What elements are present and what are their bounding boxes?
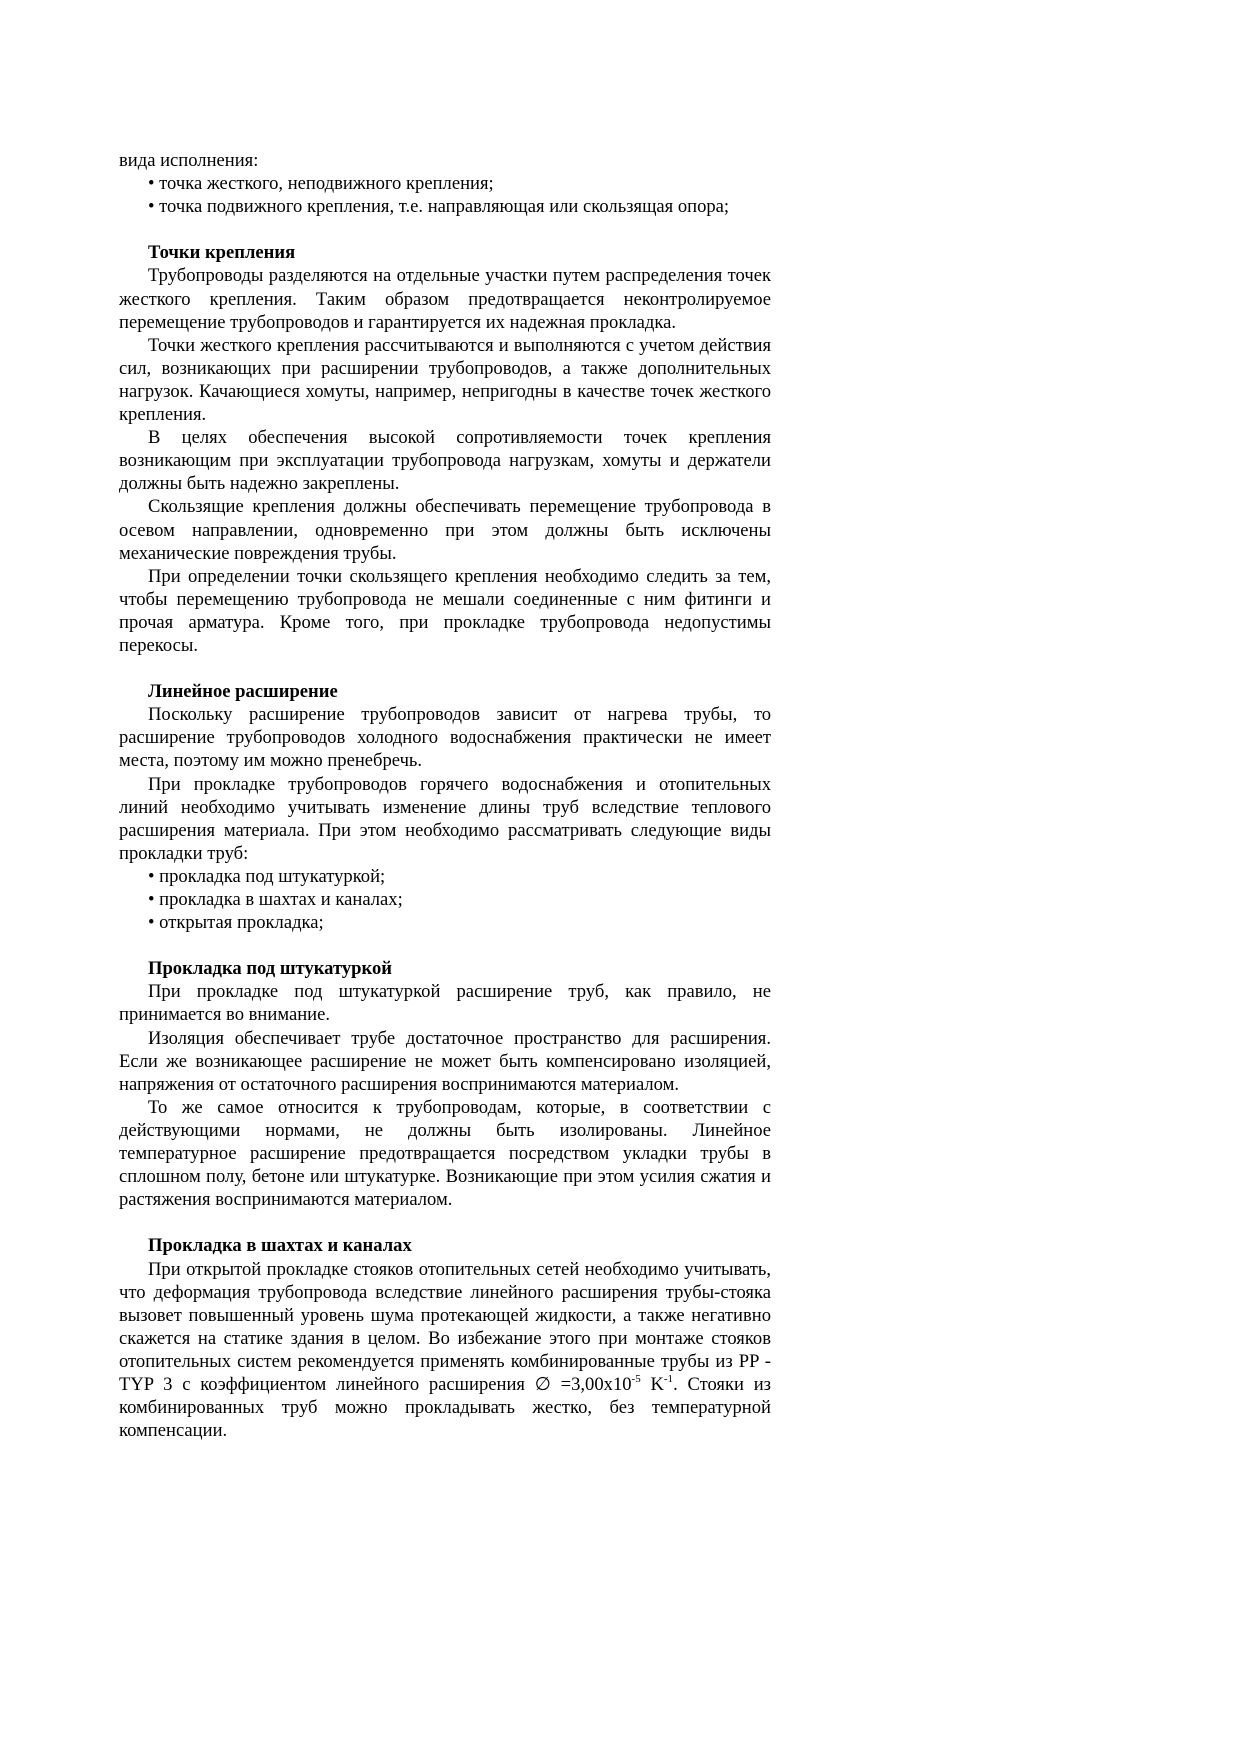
paragraph: При прокладке трубопроводов горячего водоснабжения и отопительных линий необходимо учитывать изменение длины труб вследствие теплового расширения материала. При этом необходимо рассматривать следующие виды прокладки труб: bbox=[119, 773, 771, 864]
document-page bbox=[119, 149, 771, 1442]
exponent: -5 bbox=[631, 1372, 641, 1385]
unit-text: K bbox=[640, 1373, 664, 1395]
paragraph: В целях обеспечения высокой сопротивляемости точек крепления возникающим при эксплуатации трубопровода нагрузкам, хомуты и держатели должны быть надежно закреплены. bbox=[119, 427, 771, 495]
section-heading: Прокладка под штукатуркой bbox=[148, 958, 392, 980]
list-item: • точка жесткого, неподвижного крепления; bbox=[148, 173, 494, 195]
list-item: • прокладка в шахтах и каналах; bbox=[148, 889, 403, 910]
list-item: • открытая прокладка; bbox=[148, 912, 324, 934]
intro-line: вида исполнения: bbox=[119, 150, 259, 171]
section-heading: Линейное расширение bbox=[148, 681, 338, 703]
section-heading: Точки крепления bbox=[148, 242, 296, 264]
paragraph-text: . Стояки из комбинированных труб можно прокладывать жестко, без температурной компенсации. bbox=[119, 1373, 771, 1442]
paragraph: Точки жесткого крепления рассчитываются и выполняются с учетом действия сил, возникающих при расширении трубопроводов, а также дополнительных нагрузок. Качающиеся хомуты, например, непригодны в качестве точек жесткого крепления. bbox=[119, 334, 771, 426]
paragraph-spacer bbox=[119, 934, 771, 957]
paragraph: Трубопроводы разделяются на отдельные участки путем распределения точек жесткого крепления. Таким образом предотвращается неконтролируемое перемещение трубопроводов и гарантируется их надежная прокладка. bbox=[119, 265, 771, 333]
section-heading: Прокладка в шахтах и каналах bbox=[148, 1235, 412, 1257]
paragraph: Изоляция обеспечивает трубе достаточное пространство для расширения. Если же возникающее расширение не может быть компенсировано изоляцией, напряжения от остаточного расширения воспринимаются материалом. bbox=[119, 1027, 771, 1095]
paragraph: При прокладке под штукатуркой расширение труб, как правило, не принимается во внимание. bbox=[119, 981, 771, 1026]
paragraph-spacer bbox=[119, 218, 771, 241]
paragraph bbox=[119, 1258, 771, 1443]
paragraph: При определении точки скользящего крепления необходимо следить за тем, чтобы перемещению трубопровода не мешали соединенные с ним фитинги и прочая арматура. Кроме того, при прокладке трубопровода недопустимы перекосы. bbox=[119, 565, 771, 656]
paragraph: То же самое относится к трубопроводам, которые, в соответствии с действующими нормами, не должны быть изолированы. Линейное температурное расширение предотвращается посредством укладки трубы в сплошном полу, бетоне или штукатурке. Возникающие при этом усилия сжатия и растяжения воспринимаются материалом. bbox=[119, 1096, 771, 1211]
list-item: • точка подвижного крепления, т.е. направляющая или скользящая опора; bbox=[148, 196, 730, 218]
exponent: -1 bbox=[663, 1372, 674, 1385]
paragraph: Поскольку расширение трубопроводов зависит от нагрева трубы, то расширение трубопроводов холодного водоснабжения практически не имеет места, поэтому им можно пренебречь. bbox=[119, 704, 771, 772]
paragraph-spacer bbox=[119, 657, 771, 680]
paragraph-spacer bbox=[119, 1211, 771, 1234]
paragraph-text: При открытой прокладке стояков отопительных сетей необходимо учитывать, что деформация трубопровода вследствие линейного расширения трубы-стояка вызовет повышенный уровень шума протекающей жидкости, а также негативно скажется на статике здания в целом. Во избежание этого при монтаже стояков отопительных систем рекомендуется применять комбинированные трубы из PP - TYP 3 с коэффициентом линейного расширения ∅ =3,00x10 bbox=[119, 1258, 771, 1395]
list-item: • прокладка под штукатуркой; bbox=[148, 865, 386, 887]
paragraph: Скользящие крепления должны обеспечивать перемещение трубопровода в осевом направлении, одновременно при этом должны быть исключены механические повреждения трубы. bbox=[119, 496, 771, 564]
